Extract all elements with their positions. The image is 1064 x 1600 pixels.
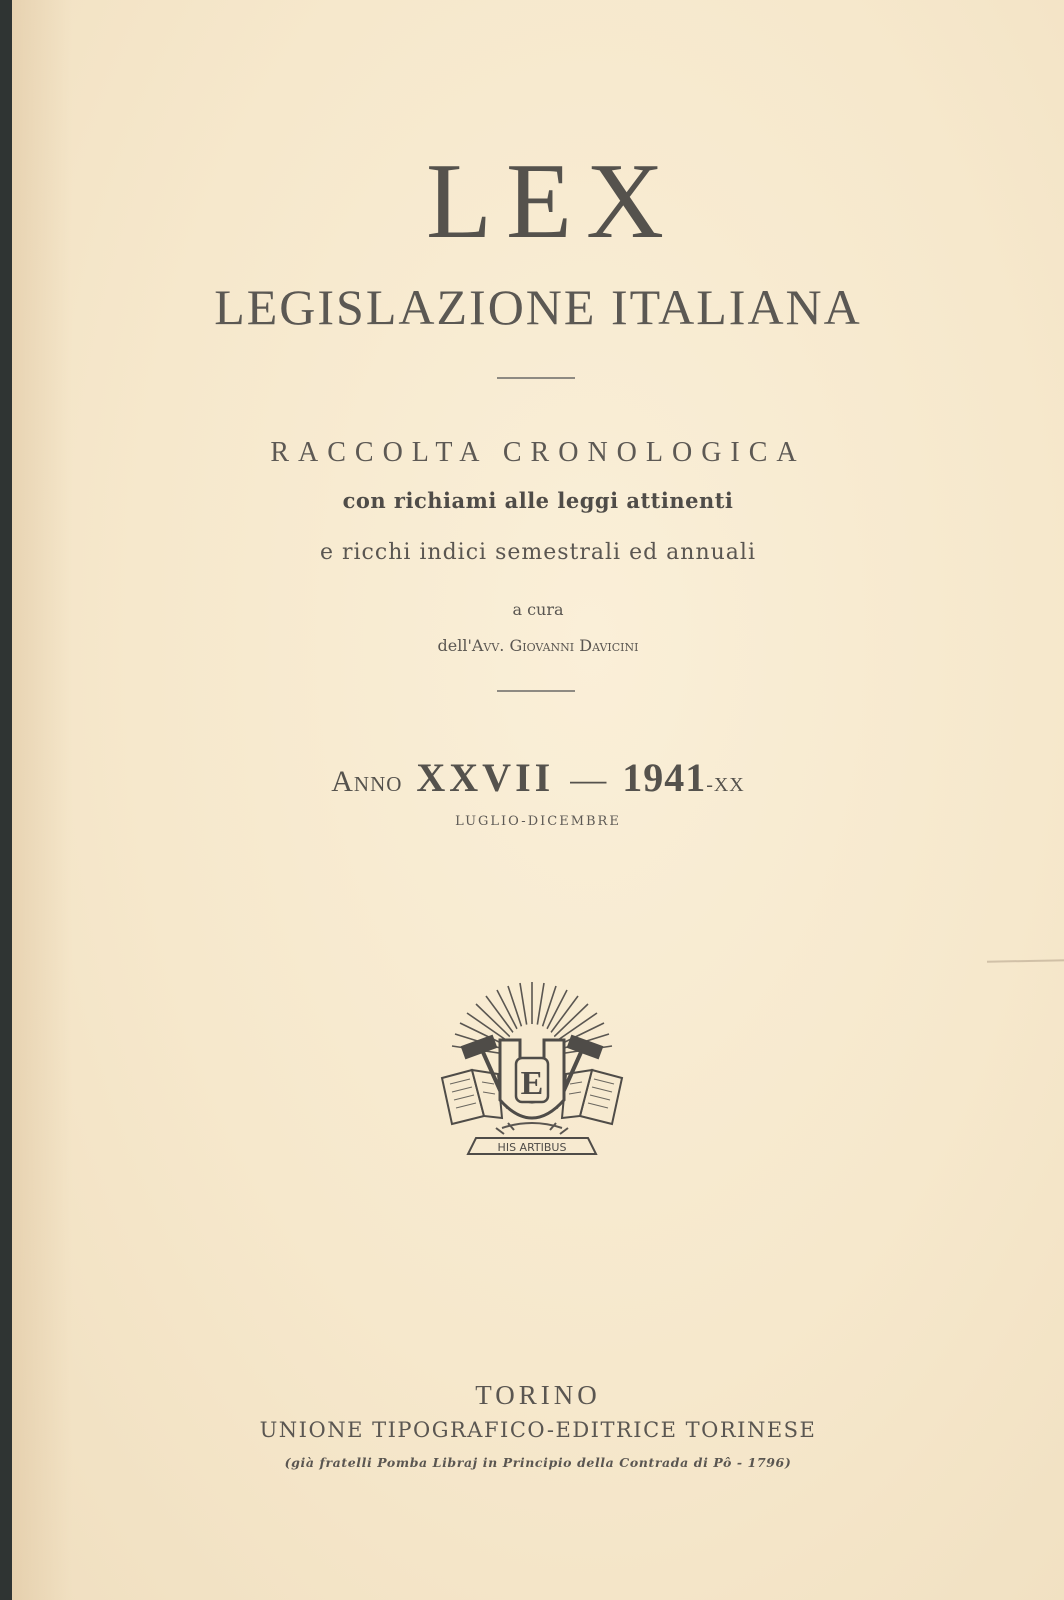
volume-label: Anno <box>331 765 403 798</box>
volume-number: XXVII <box>416 755 555 800</box>
editor-credit <box>12 636 1064 655</box>
description-line-2: e ricchi indici semestrali ed annuali <box>319 540 756 565</box>
volume-era: -XX <box>706 774 745 796</box>
imprint-city: TORINO <box>475 1380 601 1410</box>
emblem-motto: HIS ARTIBUS <box>497 1141 567 1154</box>
svg-text:E: E <box>520 1065 544 1102</box>
subtitle: LEGISLAZIONE ITALIANA <box>214 279 862 335</box>
imprint-publisher: UNIONE TIPOGRAFICO-EDITRICE TORINESE <box>259 1418 817 1442</box>
editor-credit-prefix: dell' <box>437 636 472 655</box>
divider-rule <box>497 377 575 379</box>
divider-rule <box>497 690 575 692</box>
imprint-formerly: (già fratelli Pomba Libraj in Principio della Contrada di Pô - 1796) <box>284 1455 792 1470</box>
description-heading: RACCOLTA CRONOLOGICA <box>270 437 806 468</box>
volume-line <box>12 755 1064 800</box>
volume-dash: — <box>570 759 607 799</box>
paper-crease <box>987 959 1064 962</box>
volume-period: LUGLIO-DICEMBRE <box>455 814 621 829</box>
main-title: LEX <box>426 142 678 261</box>
editor-name: Giovanni Davicini <box>509 636 639 655</box>
editor-prefix: a cura <box>512 600 564 619</box>
editor-title: Avv. <box>471 636 505 655</box>
publisher-emblem-icon <box>432 978 632 1168</box>
volume-year: 1941 <box>622 755 707 800</box>
description-line-1: con richiami alle leggi attinenti <box>342 488 734 513</box>
